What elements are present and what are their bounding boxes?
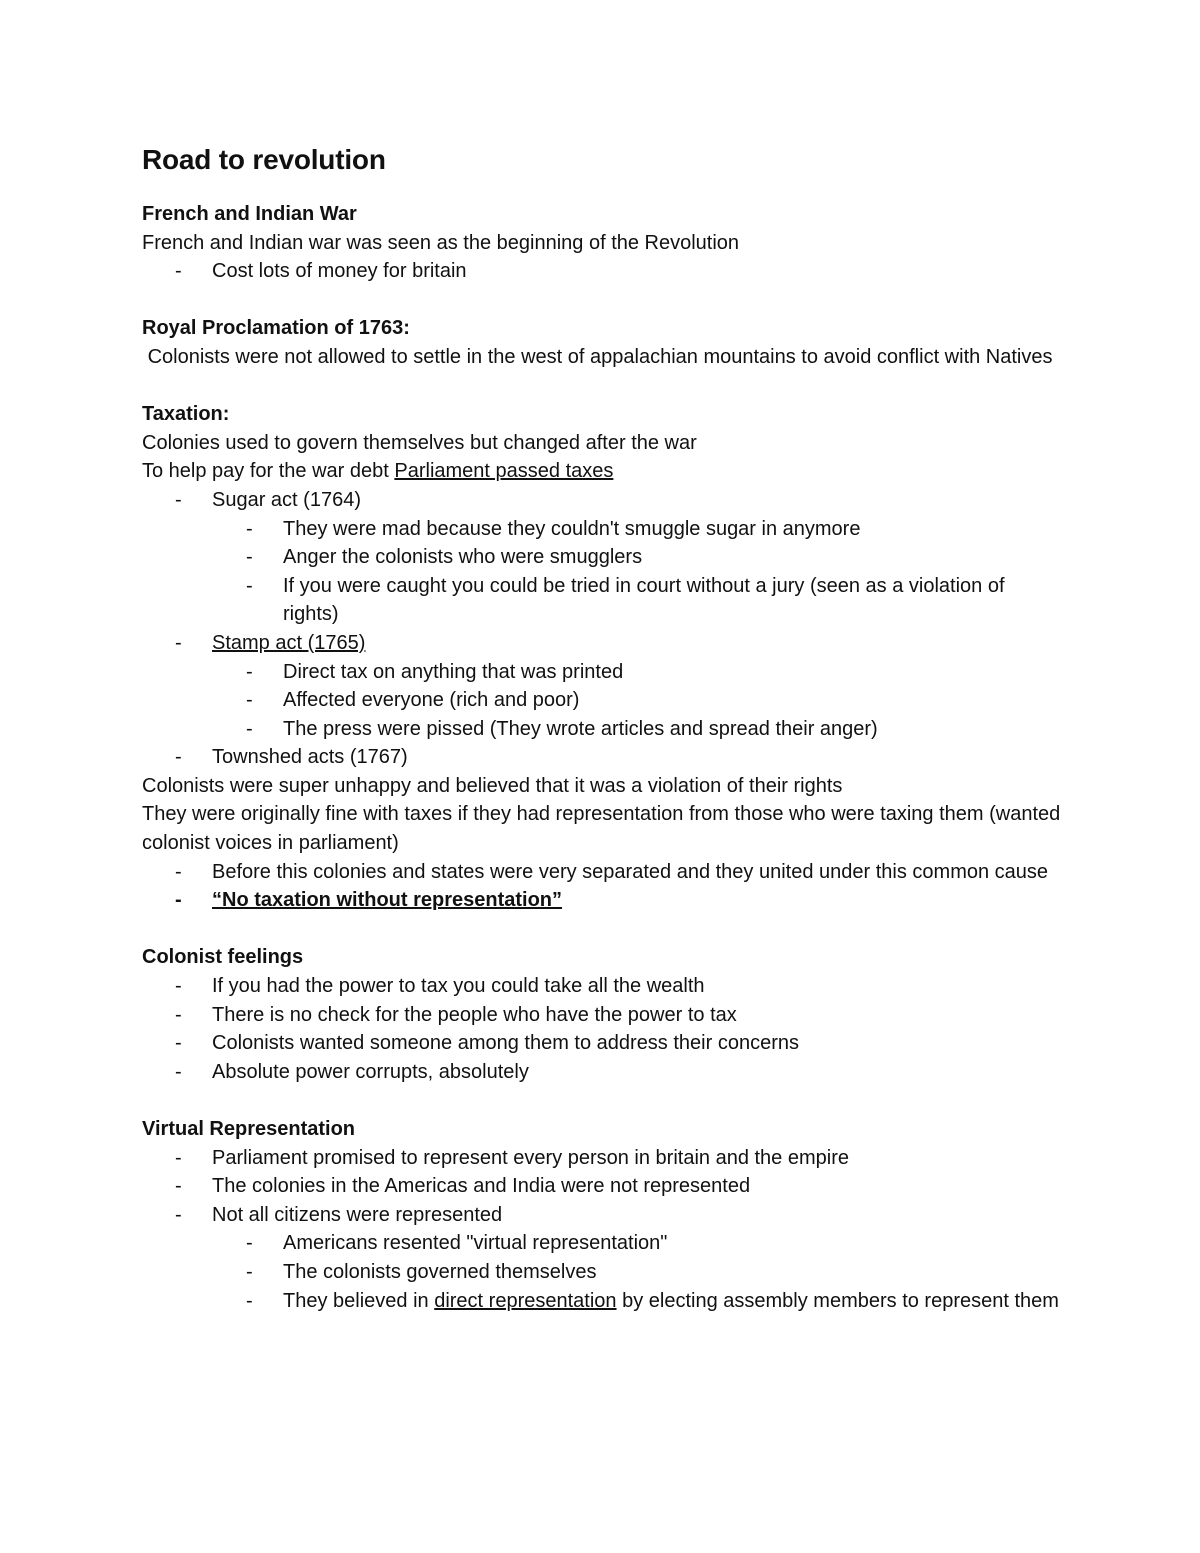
dash-bullet: - xyxy=(175,631,182,654)
bullet-text: Stamp act (1765) xyxy=(212,631,366,654)
dash-bullet: - xyxy=(175,1003,182,1026)
underlined-text: direct representation xyxy=(434,1289,617,1312)
dash-bullet: - xyxy=(246,717,253,740)
document-title: Road to revolution xyxy=(142,144,386,175)
bullet-item xyxy=(142,1172,1062,1201)
dash-bullet: - xyxy=(175,1203,182,1226)
bullet-item xyxy=(142,1201,1062,1230)
sub-bullet-item xyxy=(142,1258,1062,1287)
bullet-text: The press were pissed (They wrote articles and spread their anger) xyxy=(283,717,878,740)
dash-bullet: - xyxy=(246,660,253,683)
sub-bullet-item xyxy=(142,1287,1062,1316)
dash-bullet: - xyxy=(246,574,253,597)
bullet-text: Before this colonies and states were very separated and they united under this common cause xyxy=(212,860,1049,883)
dash-bullet: - xyxy=(175,1032,182,1055)
bullet-item xyxy=(142,486,1062,515)
bullet-text: Cost lots of money for britain xyxy=(212,260,467,283)
dash-bullet: - xyxy=(246,1289,253,1312)
dash-bullet: - xyxy=(175,975,182,998)
dash-bullet: - xyxy=(246,546,253,569)
bullet-text: The colonists governed themselves xyxy=(283,1260,597,1283)
dash-bullet: - xyxy=(175,889,182,912)
heading-french-indian-war: French and Indian War xyxy=(142,203,357,225)
bullet-text: by electing assembly members to represent them xyxy=(616,1289,1059,1312)
bullet-item xyxy=(142,629,1062,658)
sub-bullet-item xyxy=(142,572,1062,629)
dash-bullet: - xyxy=(246,1232,253,1255)
bullet-text: There is no check for the people who have the power to tax xyxy=(212,1003,737,1026)
bullet-text: Anger the colonists who were smugglers xyxy=(283,546,643,569)
dash-bullet: - xyxy=(246,689,253,712)
dash-bullet: - xyxy=(175,1146,182,1169)
dash-bullet: - xyxy=(246,517,253,540)
bullet-item xyxy=(142,1001,1062,1030)
dash-bullet: - xyxy=(246,1260,253,1283)
bullet-item xyxy=(142,972,1062,1001)
sub-bullet-item xyxy=(142,686,1062,715)
paragraph-text: To help pay for the war debt xyxy=(142,460,395,483)
paragraph: Colonists were not allowed to settle in the west of appalachian mountains to avoid conflict with Natives xyxy=(142,345,1053,368)
heading-taxation: Taxation: xyxy=(142,403,230,426)
bullet-item xyxy=(142,858,1062,887)
dash-bullet: - xyxy=(175,860,182,883)
bullet-text: Affected everyone (rich and poor) xyxy=(283,689,580,712)
heading-virtual-representation: Virtual Representation xyxy=(142,1118,356,1140)
sub-bullet-item xyxy=(142,658,1062,687)
bullet-item xyxy=(142,257,1062,286)
paragraph: Colonies used to govern themselves but changed after the war xyxy=(142,431,697,454)
bullet-text: Colonists wanted someone among them to address their concerns xyxy=(212,1032,799,1055)
paragraph: French and Indian war was seen as the beginning of the Revolution xyxy=(142,231,740,254)
paragraph xyxy=(142,457,1062,486)
bullet-text: Sugar act (1764) xyxy=(212,488,361,511)
bullet-text: Parliament promised to represent every person in britain and the empire xyxy=(212,1146,849,1169)
bullet-item xyxy=(142,743,1062,772)
bullet-item-slogan xyxy=(142,886,1062,915)
bullet-item xyxy=(142,1144,1062,1173)
sub-bullet-item xyxy=(142,715,1062,744)
dash-bullet: - xyxy=(175,488,182,511)
bullet-text: They were mad because they couldn't smuggle sugar in anymore xyxy=(283,517,861,540)
bullet-text: Absolute power corrupts, absolutely xyxy=(212,1060,529,1083)
dash-bullet: - xyxy=(175,746,182,769)
bullet-text: Townshed acts (1767) xyxy=(212,746,408,769)
paragraph: Colonists were super unhappy and believed that it was a violation of their rights xyxy=(142,774,843,797)
bullet-text: Not all citizens were represented xyxy=(212,1203,503,1226)
sub-bullet-item xyxy=(142,1229,1062,1258)
document-page xyxy=(142,140,1066,1315)
heading-royal-proclamation: Royal Proclamation of 1763: xyxy=(142,317,410,340)
bullet-item xyxy=(142,1029,1062,1058)
bullet-text: If you had the power to tax you could take all the wealth xyxy=(212,975,705,998)
slogan-text: “No taxation without representation” xyxy=(212,889,563,912)
sub-bullet-item xyxy=(142,543,1062,572)
bullet-text: They believed in xyxy=(283,1289,435,1312)
paragraph: They were originally fine with taxes if they had representation from those who were taxing them (wanted colonist voices in parliament) xyxy=(142,803,1066,855)
bullet-text: If you were caught you could be tried in court without a jury (seen as a violation of rights) xyxy=(283,574,1005,626)
dash-bullet: - xyxy=(175,1060,182,1083)
dash-bullet: - xyxy=(175,1175,182,1198)
bullet-text: The colonies in the Americas and India were not represented xyxy=(212,1175,751,1198)
heading-colonist-feelings: Colonist feelings xyxy=(142,946,304,969)
dash-bullet: - xyxy=(175,260,182,283)
sub-bullet-item xyxy=(142,515,1062,544)
bullet-text: Americans resented "virtual representation" xyxy=(283,1232,668,1255)
underlined-text: Parliament passed taxes xyxy=(394,460,614,483)
bullet-item xyxy=(142,1058,1062,1087)
bullet-text: Direct tax on anything that was printed xyxy=(283,660,624,683)
